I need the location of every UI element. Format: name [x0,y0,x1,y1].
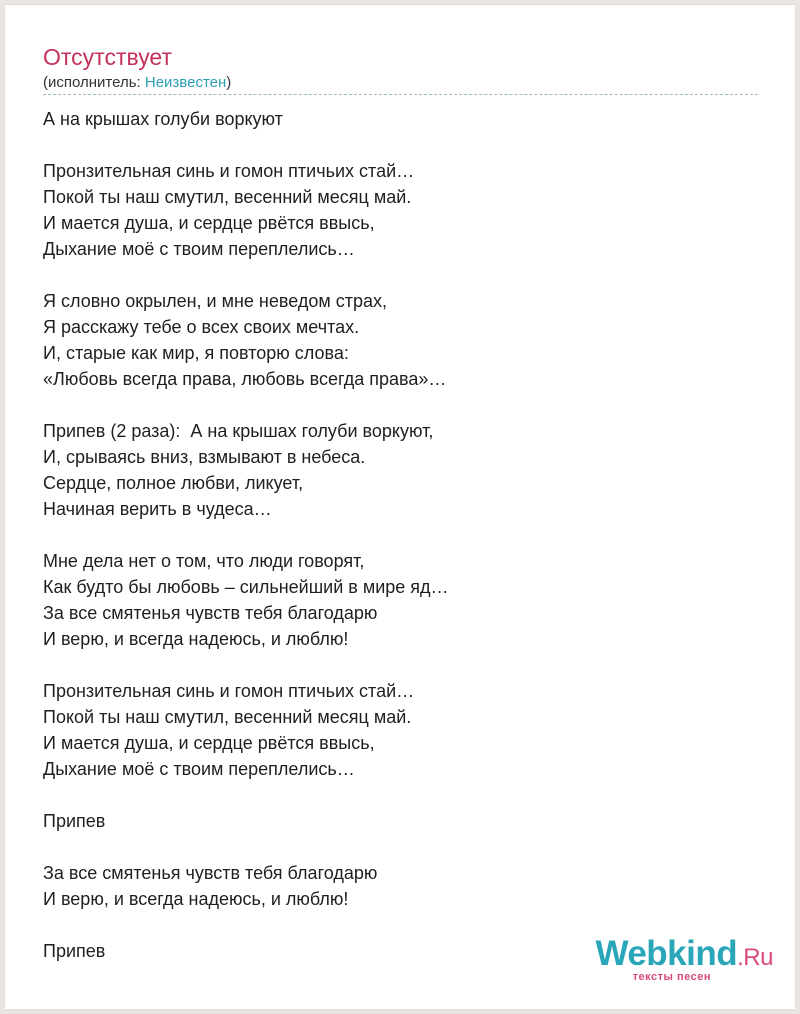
logo-tagline: тексты песен [632,971,711,983]
lyric-line: Как будто бы любовь – сильнейший в мире яд… [43,577,449,597]
lyric-line: И мается душа, и сердце рвётся ввысь, [43,213,375,233]
lyric-line: Пронзительная синь и гомон птичьих стай… [43,681,415,701]
lyric-line: И мается душа, и сердце рвётся ввысь, [43,733,375,753]
lyric-line: За все смятенья чувств тебя благодарю [43,863,378,883]
song-title: Отсутствует [43,44,172,70]
lyric-line: Дыхание моё с твоим переплелись… [43,759,355,779]
lyric-line: «Любовь всегда права, любовь всегда права»… [43,369,447,389]
lyric-line: Мне дела нет о том, что люди говорят, [43,551,365,571]
lyric-blank-line [43,652,763,678]
lyric-line: Сердце, полное любви, ликует, [43,473,304,493]
artist-suffix: ) [226,74,232,91]
lyric-line: Припев (2 раза): А на крышах голуби воркуют, [43,421,434,441]
lyric-line: И верю, и всегда надеюсь, и люблю! [43,629,349,649]
lyric-line: Припев [43,811,106,831]
lyric-line: Покой ты наш смутил, весенний месяц май. [43,707,412,727]
artist-link[interactable]: Неизвестен [144,74,227,91]
webkind-logo [573,935,773,987]
lyric-blank-line [43,782,763,808]
lyric-blank-line [43,132,763,158]
artist-prefix: (исполнитель: [43,74,145,91]
lyric-blank-line [43,834,763,860]
logo-tld: .Ru [737,944,773,971]
lyric-blank-line [43,262,763,288]
lyric-line: И верю, и всегда надеюсь, и люблю! [43,889,349,909]
lyric-line: Начиная верить в чудеса… [43,499,272,519]
lyric-line: Я словно окрылен, и мне неведом страх, [43,291,387,311]
lyric-line: Я расскажу тебе о всех своих мечтах. [43,317,360,337]
lyric-line: За все смятенья чувств тебя благодарю [43,603,378,623]
artist-line [43,73,231,93]
lyrics-page [5,5,795,1009]
lyric-line: И, срываясь вниз, взмывают в небеса. [43,447,366,467]
lyric-line: Покой ты наш смутил, весенний месяц май. [43,187,412,207]
lyric-blank-line [43,392,763,418]
lyric-blank-line [43,522,763,548]
lyric-line: Дыхание моё с твоим переплелись… [43,239,355,259]
header-divider [43,94,758,95]
lyric-line: Припев [43,941,106,961]
lyrics-body [43,106,763,964]
lyric-line: И, старые как мир, я повторю слова: [43,343,349,363]
lyric-line: Пронзительная синь и гомон птичьих стай… [43,161,415,181]
lyric-line: А на крышах голуби воркуют [43,109,283,129]
logo-word: Webkind [595,934,738,973]
